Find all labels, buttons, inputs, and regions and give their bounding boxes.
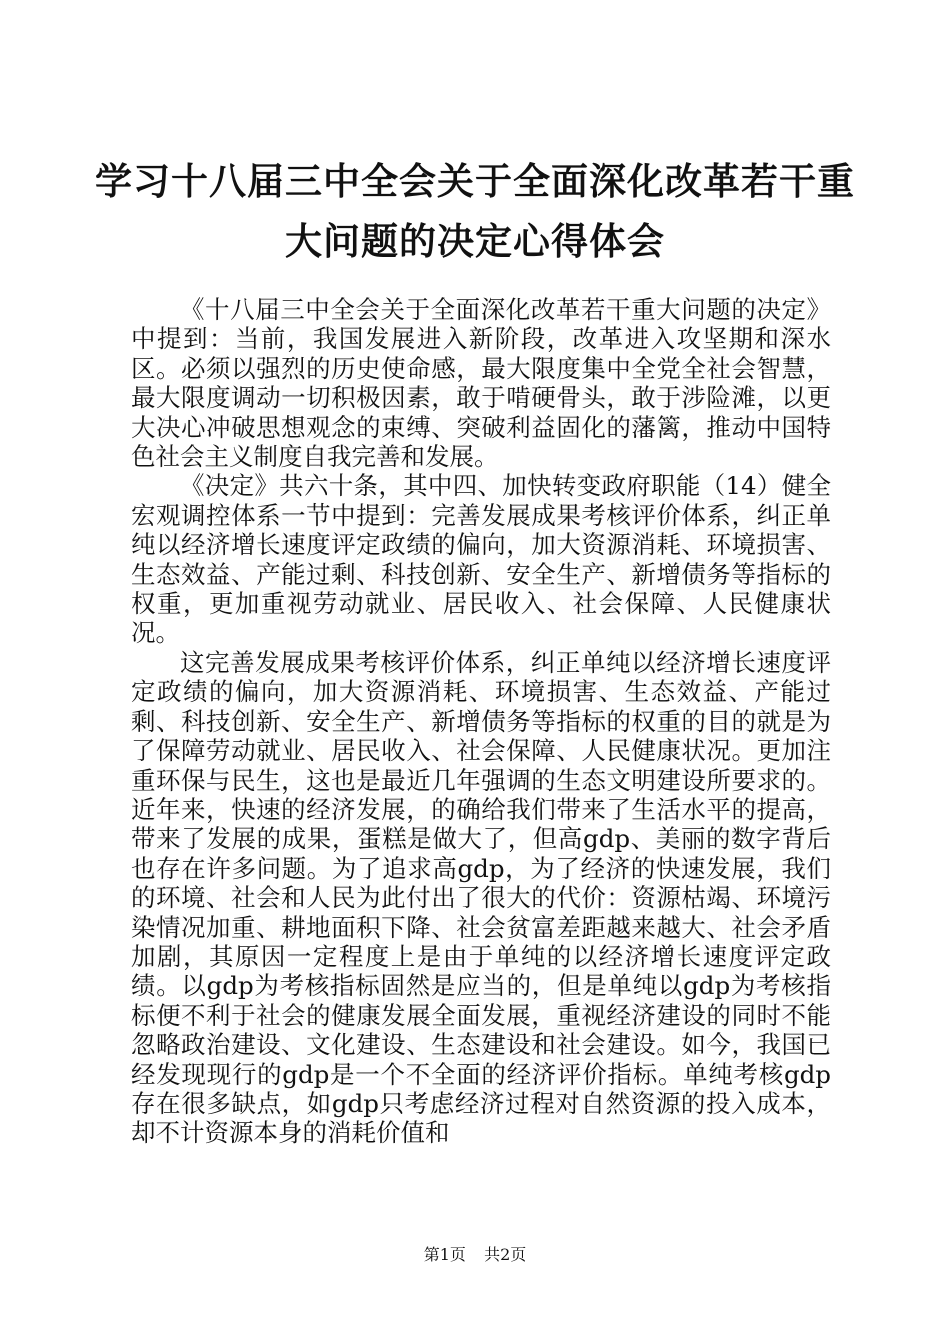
paragraph-1: 《十八届三中全会关于全面深化改革若干重大问题的决定》中提到：当前，我国发展进入新阶段，改革进入攻坚期和深水区。必须以强烈的历史使命感，最大限度集中全党全社会智慧，最大限度调动一切积极因素，敢于啃硬骨头，敢于涉险滩，以更大决心冲破思想观念的束缚、突破利益固化的藩篱，推动中国特色社会主义制度自我完善和发展。 [131,295,831,472]
paragraph-3: 这完善发展成果考核评价体系，纠正单纯以经济增长速度评定政绩的偏向，加大资源消耗、环境损害、生态效益、产能过剩、科技创新、安全生产、新增债务等指标的权重的目的就是为了保障劳动就业、居民收入、社会保障、人民健康状况。更加注重环保与民生，这也是最近几年强调的生态文明建设所要求的。近年来，快速的经济发展，的确给我们带来了生活水平的提高，带来了发展的成果，蛋糕是做大了，但高gdp、美丽的数字背后也存在许多问题。为了追求高gdp，为了经济的快速发展，我们的环境、社会和人民为此付出了很大的代价：资源枯竭、环境污染情况加重、耕地面积下降、社会贫富差距越来越大、社会矛盾加剧，其原因一定程度上是由于单纯的以经济增长速度评定政绩。以gdp为考核指标固然是应当的，但是单纯以gdp为考核指标便不利于社会的健康发展全面发展，重视经济建设的同时不能忽略政治建设、文化建设、生态建设和社会建设。如今，我国已经发现现行的gdp是一个不全面的经济评价指标。单纯考核gdp存在很多缺点，如gdp只考虑经济过程对自然资源的投入成本，却不计资源本身的消耗价值和 [131,647,831,1148]
page-number: 第1页 [423,1245,466,1264]
document-title-line-2: 大问题的决定心得体会 [285,220,665,263]
page-footer [0,1245,950,1265]
paragraph-2: 《决定》共六十条，其中四、加快转变政府职能（14）健全宏观调控体系一节中提到：完善发展成果考核评价体系，纠正单纯以经济增长速度评定政绩的偏向，加大资源消耗、环境损害、生态效益、产能过剩、科技创新、安全生产、新增债务等指标的权重，更加重视劳动就业、居民收入、社会保障、人民健康状况。 [131,471,831,648]
page-total: 共2页 [484,1245,527,1264]
document-body [131,295,831,1148]
document-title-line-1: 学习十八届三中全会关于全面深化改革若干重 [95,160,855,203]
